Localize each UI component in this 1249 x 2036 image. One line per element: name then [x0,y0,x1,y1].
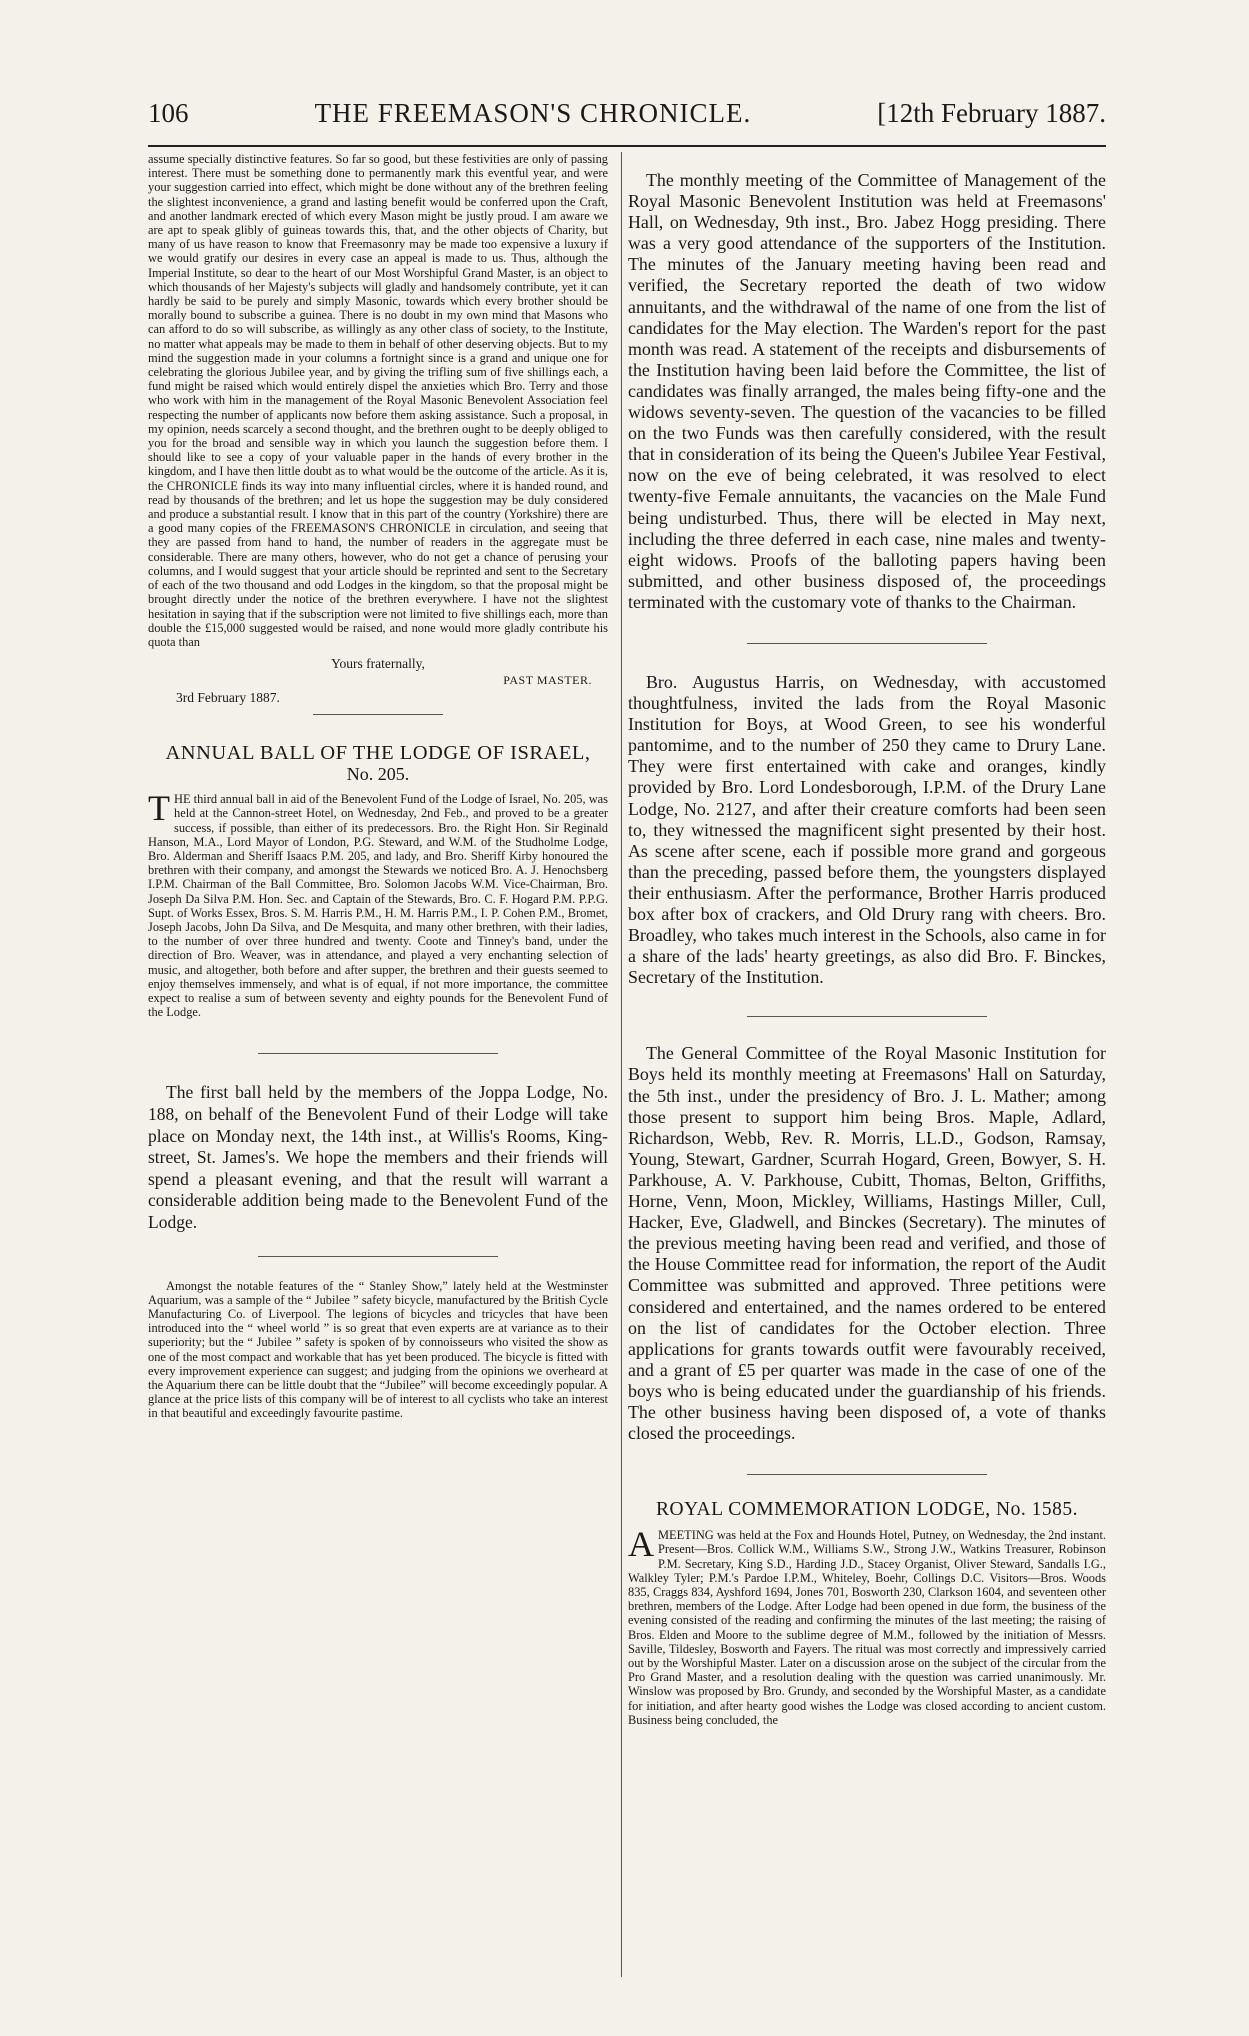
section-separator [258,1256,498,1257]
general-committee-paragraph: The General Committee of the Royal Masonic Institution for Boys held its monthly meeting at Freemasons' Hall on Saturday, the 5th inst., under the presidency of Bro. J. L. Mather; among those present to support him being Bros. Maple, Adlard, Richardson, Webb, Rev. R. Morris, LL.D., Godson, Ramsay, Young, Stewart, Gardner, Scurrah Hogard, Green, Bowyer, S. H. Parkhouse, A. V. Parkhouse, Cubitt, Thomas, Belton, Griffiths, Horne, Venn, Moon, Mickley, Williams, Hastings Miller, Cull, Hacker, Eve, Gladwell, and Binckes (Secretary). The minutes of the previous meeting having been read and verified, and those of the House Committee read for information, the report of the Audit Committee was submitted and approved. Three petitions were considered and entertained, and the names ordered to be entered on the list of candidates for the October election. Three applications for grants towards outfit were favourably received, and a grant of £5 per quarter was made in the case of one of the boys who is being educated under the guardianship of his friends. The other business having been disposed of, a vote of thanks closed the proceedings. [628,1043,1106,1444]
harris-paragraph: Bro. Augustus Harris, on Wednesday, with accustomed thoughtfulness, invited the lads from the Royal Masonic Institution for Boys, at Wood Green, to see his wonderful pantomime, and to the number of 250 they came to Drury Lane. They were first entertained with cake and oranges, kindly provided by Bro. Lord Londesborough, I.P.M. of the Drury Lane Lodge, No. 2127, and after their creature comforts had been seen to, they witnessed the magnificent sight presented by their host. As scene after scene, each if possible more grand and gorgeous than the preceding, passed before them, the youngsters displayed their enthusiasm. After the performance, Brother Harris produced box after box of crackers, and Old Drury rang with cheers. Bro. Broadley, who takes much interest in the Schools, also came in for a share of the lads' hearty greetings, as also did Bro. F. Binckes, Secretary of the Institution. [628,671,1106,988]
section-separator [747,1474,987,1475]
page-number: 106 [148,98,189,128]
letter-closing: Yours fraternally, [331,656,425,672]
letter-date: 3rd February 1887. [176,690,280,706]
section-separator [747,643,987,644]
ball-heading: ANNUAL BALL OF THE LODGE OF ISRAEL, [165,742,591,765]
masthead-title: THE FREEMASON'S CHRONICLE. [314,98,752,128]
issue-date: [12th February 1887. [877,98,1106,128]
bicycle-paragraph: Amongst the notable features of the “ Stanley Show,” lately held at the Westminster Aquarium, was a sample of the “ Jubilee ” safety bicycle, manufactured by the British Cycle Manufacturing Co. of Liverpool. The legions of bicycles and tricycles that have been introduced into the “ wheel world ” is so great that even experts are at variance as to their superiority; but the “ Jubilee ” safety is spoken of by connoisseurs who visited the show as one of the most compact and workable that has yet been produced. The bicycle is fitted with every improvement experience can suggest; and judging from the opinions we overheard at the Aquarium there can be little doubt that the “Jubilee” will become exceedingly popular. A glance at the price lists of this company will be of interest to all cyclists who take an interest in that beautiful and exceedingly favourite pastime. [148,1278,608,1421]
page-header [148,98,1106,138]
section-separator [747,1016,987,1017]
left-column [148,152,608,1421]
royal-commemoration-heading: ROYAL COMMEMORATION LODGE, No. 1585. [656,1499,1078,1521]
royal-dropcap: A [628,1524,654,1565]
right-column [628,170,1106,1727]
ball-body: HE third annual ball in aid of the Benevolent Fund of the Lodge of Israel, No. 205, was held at the Cannon-street Hotel, on Wednesday, 2nd Feb., and proved to be a greater success, if possible, than either of its predecessors. Bro. the Right Hon. Sir Reginald Hanson, M.A., Lord Mayor of London, P.G. Steward, and W.M. of the Studholme Lodge, Bro. Alderman and Sheriff Isaacs P.M. 205, and lady, and Bro. Sheriff Kirby honoured the brethren with their company, and amongst the Stewards we noticed Bro. A. J. Henochsberg I.P.M. Chairman of the Ball Committee, Bro. Solomon Jacobs W.M. Vice-Chairman, Bro. Joseph Da Silva P.M. Hon. Sec. and Captain of the Stewards, Bro. C. F. Hogard P.M. P.P.G. Supt. of Works Essex, Bros. S. M. Harris P.M., H. M. Harris P.M., I. P. Cohen P.M., Bromet, Joseph Jacobs, John Da Silva, and De Mesquita, and many other brethren, with their ladies, to the number of over three hundred and twenty. Coote and Tinney's band, under the direction of Bro. Weaver, was in attendance, and played a very enchanting selection of music, and altogether, both before and after supper, the brethren and their guests seemed to enjoy themselves immensely, and what is of equal, if not more importance, the committee expect to realise a sum of between seventy and eighty pounds for the Benevolent Fund of the Lodge. [148,792,608,1020]
royal-commemoration-body: MEETING was held at the Fox and Hounds Hotel, Putney, on Wednesday, the 2nd instant. Present—Bros. Collick W.M., Williams S.W., Strong J.W., Watkins Treasurer, Robinson P.M. Secretary, King S.D., Harding J.D., Stacey Organist, Oliver Steward, Sandalls I.G., Walkley Tyler; P.M.'s Pardoe I.P.M., Whiteley, Boehr, Collings D.C. Visitors—Bros. Woods 835, Craggs 834, Ayshford 1694, Jones 701, Bosworth 230, Clarkson 1604, and seventeen other brethren, members of the Lodge. After Lodge had been opened in due form, the business of the evening consisted of the reading and confirming the minutes of the last meeting; the raising of Bros. Elden and Moore to the sublime degree of M.M., followed by the initiation of Messrs. Saville, Tildesley, Bosworth and Fayers. The ritual was most correctly and impressively carried out by the Worshipful Master. Later on a discussion arose on the subject of the circular from the Pro Grand Master, and a resolution dealing with the question was carried unanimously. Mr. Winslow was proposed by Bro. Grundy, and seconded by the Worshipful Master, as a candidate for initiation, and after hearty good wishes the Lodge was closed according to ancient custom. Business being concluded, the [628,1528,1106,1727]
letter-signature: PAST MASTER. [503,673,592,688]
committee-paragraph: The monthly meeting of the Committee of Management of the Royal Masonic Benevolent Institution was held at Freemasons' Hall, on Wednesday, 9th inst., Bro. Jabez Hogg presiding. There was a very good attendance of the supporters of the Institution. The minutes of the January meeting having been read and verified, the Secretary reported the death of two widow annuitants, and the withdrawal of the name of one from the list of candidates for the May election. The Warden's report for the past month was read. A statement of the receipts and disbursements of the Institution having been laid before the Committee, the list of candidates was finally arranged, the males being fifty-one and the widows seventy-seven. The question of the vacancies to be filled on the two Funds was then carefully considered, with the result that in consideration of its being the Queen's Jubilee Year Festival, now on the eve of being celebrated, it was resolved to elect twenty-five Female annuitants, the vacancies on the Male Fund being undisturbed. Thus, there will be elected in May next, including the three deferred in each case, nine males and twenty-eight widows. Proofs of the balloting papers having been submitted, and other business disposed of, the proceedings terminated with the customary vote of thanks to the Chairman. [628,170,1106,612]
section-separator [313,714,443,715]
letter-body: assume specially distinctive features. So far so good, but these festivities are only of passing interest. There must be something done to permanently mark this eventful year, and were your suggestion carried into effect, which might be done without any of the brethren feeling the slightest inconvenience, a grand and lasting benefit would be conferred upon the Craft, and another landmark erected of which every Mason might be justly proud. I am aware we are apt to speak glibly of guineas towards this, that, and the other objects of Charity, but many of us have reason to know that Freemasonry may be made too expensive a luxury if we would gratify our desires in every case an appeal is made to us. Thus, although the Imperial Institute, so dear to the heart of our Most Worshipful Grand Master, is an object to which thousands of her Majesty's subjects will gladly and handsomely contribute, yet it can hardly be said to be purely and simply Masonic, towards which every brother should be morally bound to subscribe a guinea. There is no doubt in my own mind that Masons who can afford to do so will subscribe, as willingly as any other class of society, to the Institute, no matter what appeals may be made to them in behalf of other deserving objects. But to my mind the suggestion made in your columns a fortnight since is a grand and unique one for celebrating the glorious Jubilee year, and by giving the trifling sum of five shillings each, a fund might be raised which would entirely dispel the anxieties which Bro. Terry and those who work with him in the management of the Royal Masonic Benevolent Association feel respecting the number of applicants now before them asking assistance. Such a proposal, in my opinion, needs scarcely a second thought, and the brethren ought to be deeply obliged to you for the broad and sensible way in which you launch the suggestion before them. I should like to see a copy of your valuable paper in the hands of every brother in the kingdom, and I have then little doubt as to what would be the outcome of the article. As it is, the CHRONICLE finds its way into many influential circles, where it is handed round, and read by thousands of the brethren; and let us hope the suggestion may be duly considered and produce a substantial result. I know that in this part of the country (Yorkshire) there are a good many copies of the FREEMASON'S CHRONICLE in circulation, and seeing that they are passed from hand to hand, the number of readers in the aggregate must be considerable. There are many others, however, who do not get a chance of perusing your columns, and I would suggest that your article should be reprinted and sent to the Secretary of each of the two thousand and odd Lodges in the kingdom, so that the proposal might be brought directly under the notice of the brethren everywhere. I have not the slightest hesitation in saying that if the subscription were not limited to five shillings each, more than double the £15,000 suggested would be raised, and none would more gladly contribute his quota than [148,152,608,649]
ball-subheading: No. 205. [346,764,410,785]
header-rule [148,145,1106,147]
joppa-paragraph: The first ball held by the members of the Joppa Lodge, No. 188, on behalf of the Benevolent Fund of their Lodge will take place on Monday next, the 14th inst., at Willis's Rooms, King-street, St. James's. We hope the members and their friends will spend a pleasant evening, and that the result will warrant a considerable addition being made to the Benevolent Fund of the Lodge. [148,1082,608,1232]
column-divider [621,152,622,1977]
section-separator [258,1053,498,1054]
ball-dropcap: T [148,788,170,829]
